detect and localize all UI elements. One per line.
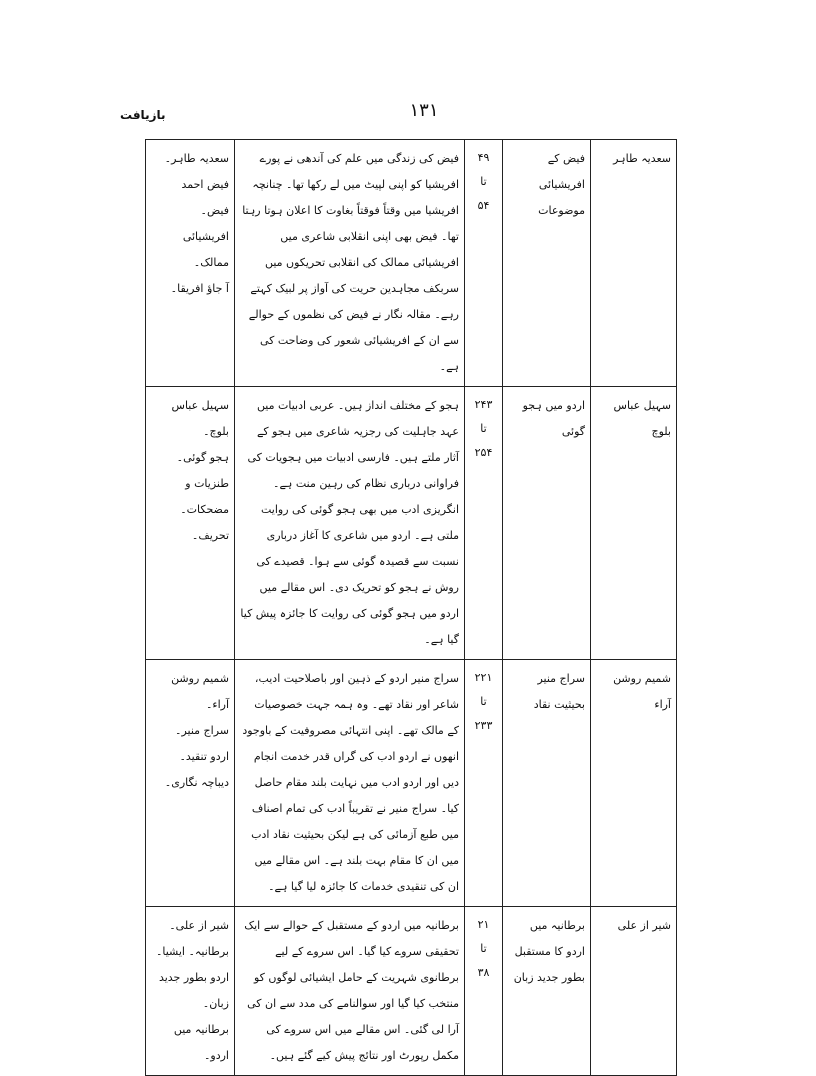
author-cell: سعدیہ طاہر	[591, 140, 677, 387]
keyword: فیض احمد فیض۔	[181, 178, 229, 217]
summary-cell: ہجو کے مختلف انداز ہیں۔ عربی ادبیات میں عہد جاہلیت کی رجزیہ شاعری میں ہجو کے آثار ملتے ہیں۔ فارسی ادبیات میں ہجویات کی فراوانی درباری نظام کی رہین منت ہے۔ انگریزی ادب میں بھی ہجو گوئی کی روایت ملتی ہے۔ اردو میں شاعری کا آغاز درباری نسبت سے قصیدہ گوئی سے ہوا۔ قصیدے کی روش نے ہجو کو تحریک دی۔ اس مقالے میں اردو میں ہجو گوئی کی روایت کا جائزہ پیش کیا گیا ہے۔	[235, 387, 465, 660]
title-cell: برطانیہ میں اردو کا مستقبل بطور جدید زبان	[503, 907, 591, 1076]
page-start: ۲۱	[477, 918, 490, 931]
keyword: سراج منیر۔	[175, 724, 229, 737]
page-to: تا	[480, 942, 487, 955]
keywords-cell	[146, 140, 235, 387]
table-row	[146, 140, 677, 387]
keyword: طنزیات و	[185, 477, 229, 490]
keyword: دیباچہ نگاری۔	[164, 776, 229, 789]
summary-cell: برطانیہ میں اردو کے مستقبل کے حوالے سے ایک تحقیقی سروے کیا گیا۔ اس سروے کے لیے برطانوی شہریت کے حامل ایشیائی لوگوں کو منتخب کیا گیا اور سوالنامے کی مدد سے ان کی آرا لی گئی۔ اس مقالے میں اس سروے کی مکمل رپورٹ اور نتائج پیش کیے گئے ہیں۔	[235, 907, 465, 1076]
keyword: ہجو گوئی۔	[176, 451, 229, 464]
keywords-cell	[146, 907, 235, 1076]
page-start: ۴۹	[477, 151, 490, 164]
page-to: تا	[480, 695, 487, 708]
page-end: ۲۵۴	[474, 446, 493, 459]
keyword: تحریف۔	[191, 529, 229, 542]
table-row	[146, 387, 677, 660]
author-cell: سہیل عباس بلوچ	[591, 387, 677, 660]
keyword: برطانیہ میں اردو۔	[173, 1023, 229, 1062]
article-index-table	[145, 139, 677, 1076]
pages-cell	[465, 140, 503, 387]
page-end: ۵۴	[477, 199, 490, 212]
keyword: بلوچ۔	[203, 425, 229, 438]
keyword: شیر از علی۔	[169, 919, 229, 932]
summary-cell: فیض کی زندگی میں علم کی آندھی نے پورے افریشیا کو اپنی لپیٹ میں لے رکھا تھا۔ چنانچہ افریشیا میں وقتاً فوقتاً بغاوت کا اعلان ہوتا رہتا تھا۔ فیض بھی اپنی انقلابی شاعری میں افریشیائی ممالک کی انقلابی تحریکوں میں سربکف مجاہدین حریت کی آواز پر لبیک کہتے رہے۔ مقالہ نگار نے فیض کی نظموں کے حوالے سے ان کے افریشیائی شعور کی وضاحت کی ہے۔	[235, 140, 465, 387]
author-cell: شمیم روشن آراء	[591, 660, 677, 907]
page-start: ۲۴۳	[474, 398, 493, 411]
journal-title: بازیافت	[120, 108, 166, 122]
keyword: زبان۔	[202, 997, 229, 1010]
keyword: سہیل عباس	[171, 399, 229, 412]
page-end: ۲۳۳	[474, 719, 493, 732]
page-end: ۳۸	[477, 966, 490, 979]
title-cell: سراج منیر بحیثیت نقاد	[503, 660, 591, 907]
keyword: برطانیہ۔ ایشیا۔	[155, 945, 229, 958]
title-cell: فیض کے افریشیائی موضوعات	[503, 140, 591, 387]
summary-cell: سراج منیر اردو کے ذہین اور باصلاحیت ادیب، شاعر اور نقاد تھے۔ وہ ہمہ جہت خصوصیات کے مالک تھے۔ اپنی انتہائی مصروفیت کے باوجود انھوں نے اردو ادب کی گراں قدر خدمت انجام دیں اور اردو ادب میں نہایت بلند مقام حاصل کیا۔ سراج منیر نے تقریباً ادب کی تمام اصناف میں طبع آزمائی کی ہے لیکن بحیثیت نقاد ادب میں ان کا مقام بہت بلند ہے۔ اس مقالے میں ان کی تنقیدی خدمات کا جائزہ لیا گیا ہے۔	[235, 660, 465, 907]
pages-cell	[465, 907, 503, 1076]
page-number: ۱۳۱	[409, 100, 439, 121]
keywords-cell	[146, 387, 235, 660]
keyword: آ جاؤ افریقا۔	[170, 282, 229, 295]
pages-cell	[465, 387, 503, 660]
title-cell: اردو میں ہجو گوئی	[503, 387, 591, 660]
table-row	[146, 907, 677, 1076]
table-row	[146, 660, 677, 907]
keyword: اردو بطور جدید	[158, 971, 229, 984]
author-cell: شیر از علی	[591, 907, 677, 1076]
keyword: مضحکات۔	[180, 503, 229, 516]
keyword: شمیم روشن آراء۔	[171, 672, 229, 711]
keywords-cell	[146, 660, 235, 907]
keyword: سعدیہ طاہر۔	[164, 152, 229, 165]
page-to: تا	[480, 175, 487, 188]
keyword: اردو تنقید۔	[179, 750, 229, 763]
pages-cell	[465, 660, 503, 907]
keyword: افریشیائی ممالک۔	[182, 230, 229, 269]
page-to: تا	[480, 422, 487, 435]
page-start: ۲۲۱	[474, 671, 493, 684]
